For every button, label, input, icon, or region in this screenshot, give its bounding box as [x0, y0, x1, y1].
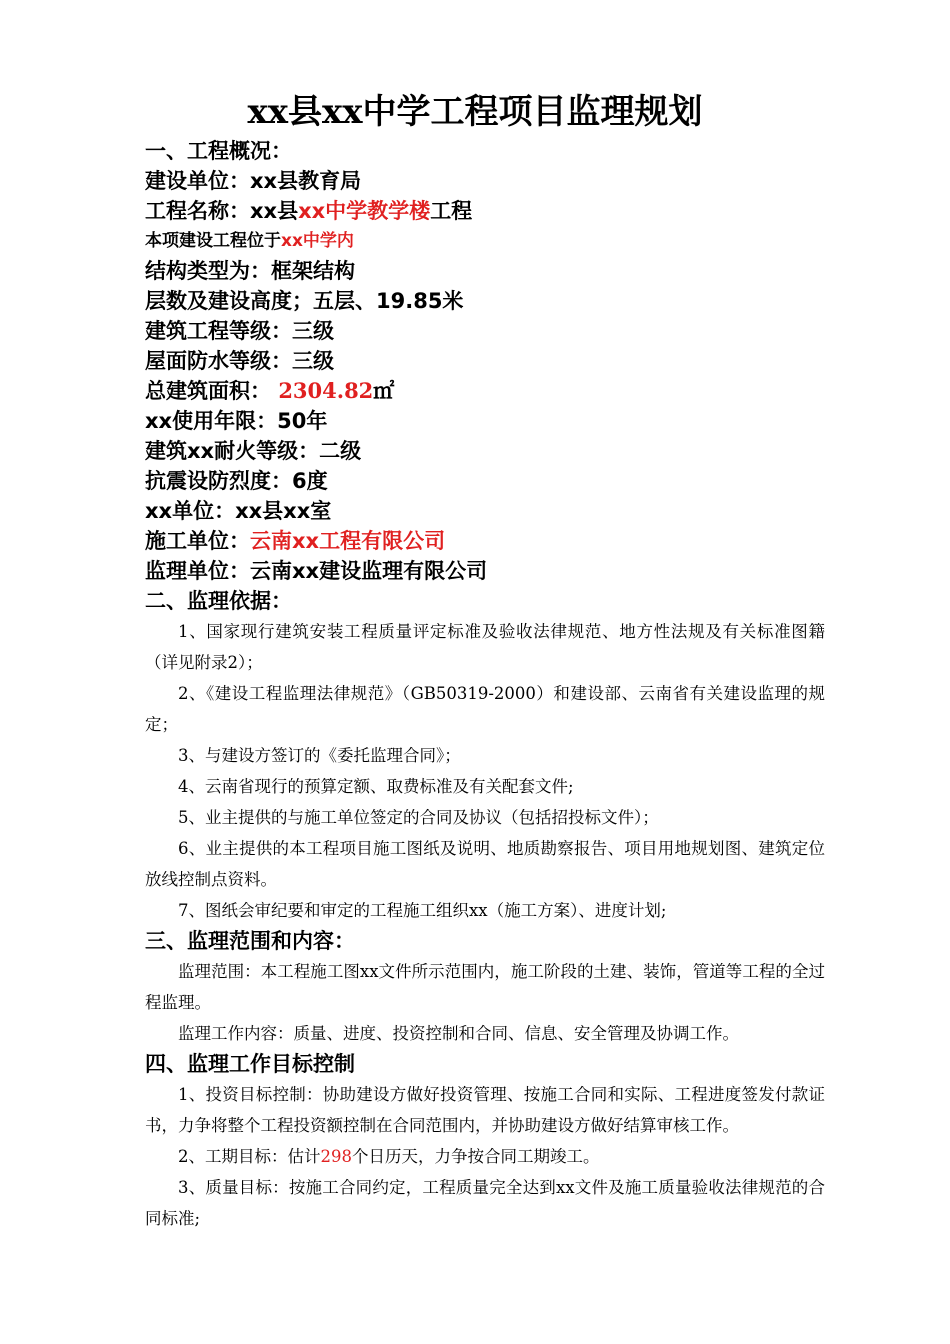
floors-value: 五层、19.85米 [313, 289, 464, 313]
target-investment: 1、投资目标控制：协助建设方做好投资管理、按施工合同和实际、工程进度签发付款证书，力争将整个工程投资额控制在合同范围内，并协助建设方做好结算审核工作。 [145, 1085, 825, 1135]
floors-label: 层数及建设高度； [145, 289, 313, 313]
area-value: 2304.82 [278, 378, 374, 403]
contractor-line [145, 526, 825, 556]
structure-value: 框架结构 [271, 259, 355, 283]
roof-grade-line [145, 346, 825, 376]
page-title: xx县xx中学工程项目监理规划 [247, 92, 703, 132]
section-basis-heading: 二、监理依据： [145, 589, 292, 613]
structure-label: 结构类型为： [145, 259, 271, 283]
contractor-label: 施工单位： [145, 529, 250, 553]
contractor-value: 云南xx工程有限公司 [250, 529, 446, 553]
basis-item: 2、《建设工程监理法律规范》（GB50319-2000）和建设部、云南省有关建设监理的规定； [145, 684, 825, 734]
service-life-value: 50年 [277, 409, 328, 433]
section-targets-heading: 四、监理工作目标控制 [145, 1052, 355, 1076]
target-schedule-prefix: 2、工期目标：估计 [178, 1147, 321, 1166]
document-body [145, 136, 825, 1234]
unit-xx-value: xx县xx室 [235, 499, 332, 523]
project-name-line [145, 196, 825, 226]
roof-grade-label: 屋面防水等级： [145, 349, 292, 373]
location-value: xx中学内 [281, 231, 354, 251]
service-life-label: xx使用年限： [145, 409, 278, 433]
unit-xx-line [145, 496, 825, 526]
service-life-line [145, 406, 825, 436]
seismic-label: 抗震设防烈度： [145, 469, 292, 493]
area-unit: ㎡ [373, 379, 395, 403]
target-schedule-days: 298 [320, 1147, 352, 1166]
scope-range: 监理范围：本工程施工图xx文件所示范围内，施工阶段的土建、装饰，管道等工程的全过程监理。 [145, 962, 825, 1012]
seismic-line [145, 466, 825, 496]
supervisor-label: 监理单位： [145, 559, 250, 583]
fire-grade-value: 二级 [319, 439, 362, 463]
basis-item: 1、国家现行建筑安装工程质量评定标准及验收法律规范、地方性法规及有关标准图籍（详见附录2）； [145, 622, 825, 672]
builder-label: 建设单位： [145, 169, 250, 193]
location-label: 本项建设工程位于 [145, 231, 281, 251]
basis-item: 4、云南省现行的预算定额、取费标准及有关配套文件; [178, 777, 574, 796]
area-line [145, 376, 825, 406]
builder-value: xx县教育局 [250, 169, 362, 193]
project-name-label: 工程名称： [145, 199, 250, 223]
supervisor-line [145, 556, 825, 586]
location-line [145, 226, 825, 256]
floors-line [145, 286, 825, 316]
builder-line [145, 166, 825, 196]
target-quality: 3、质量目标：按施工合同约定，工程质量完全达到xx文件及施工质量验收法律规范的合同标准; [145, 1178, 825, 1228]
basis-item: 3、与建设方签订的《委托监理合同》； [178, 746, 461, 765]
fire-grade-line [145, 436, 825, 466]
project-name-highlight: xx中学教学楼 [298, 199, 431, 223]
basis-item: 7、图纸会审纪要和审定的工程施工组织xx（施工方案）、进度计划; [178, 901, 667, 920]
supervisor-value: 云南xx建设监理有限公司 [250, 559, 488, 583]
fire-grade-label: 建筑xx耐火等级： [145, 439, 320, 463]
area-label: 总建筑面积： [145, 379, 271, 403]
unit-xx-label: xx单位： [145, 499, 236, 523]
roof-grade-value: 三级 [292, 349, 334, 373]
building-grade-value: 三级 [292, 319, 334, 343]
project-name-suffix: 工程 [430, 199, 473, 223]
structure-line [145, 256, 825, 286]
basis-item: 5、业主提供的与施工单位签定的合同及协议（包括招投标文件）； [178, 808, 659, 827]
project-name-prefix: xx县 [250, 199, 299, 223]
scope-content: 监理工作内容：质量、进度、投资控制和合同、信息、安全管理及协调工作。 [178, 1024, 739, 1043]
seismic-value: 6度 [292, 469, 328, 493]
building-grade-label: 建筑工程等级： [145, 319, 292, 343]
building-grade-line [145, 316, 825, 346]
target-schedule [145, 1141, 825, 1172]
basis-item: 6、业主提供的本工程项目施工图纸及说明、地质勘察报告、项目用地规划图、建筑定位放线控制点资料。 [145, 839, 825, 889]
section-scope-heading: 三、监理范围和内容： [145, 929, 355, 953]
section-overview-heading: 一、工程概况： [145, 139, 292, 163]
target-schedule-suffix: 个日历天，力争按合同工期竣工。 [352, 1147, 600, 1166]
